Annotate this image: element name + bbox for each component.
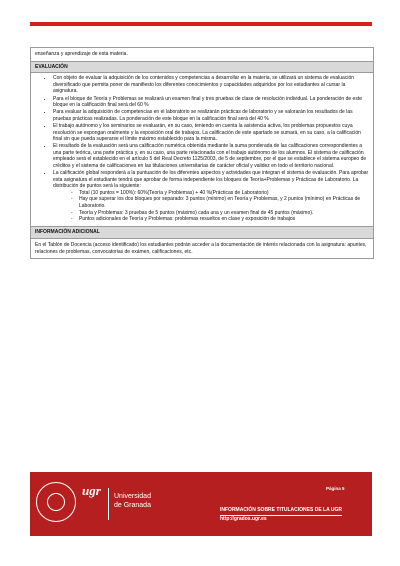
points-distribution-list [53,190,369,223]
degrees-info-url[interactable]: http://grados.ugr.es [220,515,342,523]
points-subitem: - Puntos adicionales de Teoría y Problemas: problemas resueltos en clase y exposición de trabajos [79,216,369,223]
evaluacion-list [31,73,373,226]
informacion-heading-row [31,227,373,239]
intro-text: enseñanza y aprendizaje de esta materia. [35,51,128,57]
degrees-info-title: INFORMACIÓN SOBRE TITULACIONES DE LA UGR [220,507,343,513]
guide-content-table [30,47,374,259]
points-subitem: - Teoría y Problemas: 3 pruebas de 5 puntos (máximo) cada una y un examen final de 45 puntos (máximo). [79,210,369,217]
informacion-heading: INFORMACIÓN ADICIONAL [31,227,373,238]
evaluacion-item-with-subitems [53,170,369,223]
university-name-line2: de Granada [114,502,151,509]
evaluacion-item: • El resultado de la evaluación será una calificación numérica obtenida mediante la suma ponderada de las calificaciones correspondientes a una parte teórica, una parte práctica y, en su caso, una parte relacionada con el trabajo autónomo de los alumnos. El sistema de calificación empleado será el establecido en el artículo 5 del Real Decreto 1125/2003, de 5 de septiembre, por el que se establece el sistema europeo de créditos y el sistema de calificaciones en las titulaciones universitarias de carácter oficial y validez en todo el territorio nacional. [53,143,369,169]
evaluacion-item: • El trabajo autónomo y los seminarios se evaluarán, en su caso, teniendo en cuenta la asistencia activa, los problemas propuestos cuya resolución se expongan oralmente y la exposición oral de trabajos. La calificación de este apartado se sumará, en su caso, a la calificación final sin que pueda superarse el límite máximo establecido para la misma. [53,123,369,143]
intro-row [31,48,373,62]
university-seal-icon [36,482,76,522]
points-subitem: - Hay que superar los dos bloques por separado: 3 puntos (mínimo) en Teoría y Problemas, y 2 puntos (mínimo) en Prácticas de Laboratorio. [79,196,369,209]
evaluacion-item: • Para el bloque de Teoría y Problemas se realizará un examen final y tres pruebas de clase de resolución individual. La ponderación de este bloque en la calificación final será del 60 % [53,96,369,109]
evaluacion-item: La calificación global responderá a la puntuación de los diferentes aspectos y actividades que integran el sistema de evaluación. Para aprobar esta asignatura el estudiante tendrá que aprobar de forma independiente los bloques de Teoría+Problemas y Prácticas de Laboratorio. La distribución de puntos será la siguiente: [53,170,369,190]
evaluacion-item: • Para evaluar la adquisición de competencias en el laboratorio se realizarán prácticas de laboratorio y se valorarán los resultados de las pruebas prácticas realizadas. La ponderación de este bloque en la calificación final será del 40 % [53,109,369,122]
informacion-body-row [31,239,373,259]
logo-divider [108,488,109,520]
evaluacion-heading-row [31,62,373,74]
informacion-text: En el Tablón de Docencia (acceso identificado) los estudiantes podrán acceder a la documentación de interés relacionada con la asignatura: apuntes, relaciones de problemas, convocatorias de exámen, calificaciones, etc. [35,241,367,255]
evaluacion-item: • Con objeto de evaluar la adquisición de los contenidos y competencias a desarrollar en la materia, se utilizará un sistema de evaluación diversificado que permita poner de manifiesto los diferentes conocimientos y capacidades adquiridos por los estudiantes al cursar la asignatura. [53,75,369,95]
evaluacion-heading: EVALUACIÓN [31,62,373,73]
degrees-info [220,507,342,522]
page-number: Página 5 [326,486,345,491]
page-footer [30,472,372,536]
ugr-logo [36,478,151,530]
top-accent-bar [30,22,372,26]
points-subitem: - Total (10 puntos = 100%): 60%(Teoría y Problemas) + 40 %(Prácticas de Laboratorio) [79,190,369,197]
ugr-wordmark: ugr [82,483,101,498]
university-name-line1: Universidad [114,493,151,500]
evaluacion-body-row [31,73,373,227]
